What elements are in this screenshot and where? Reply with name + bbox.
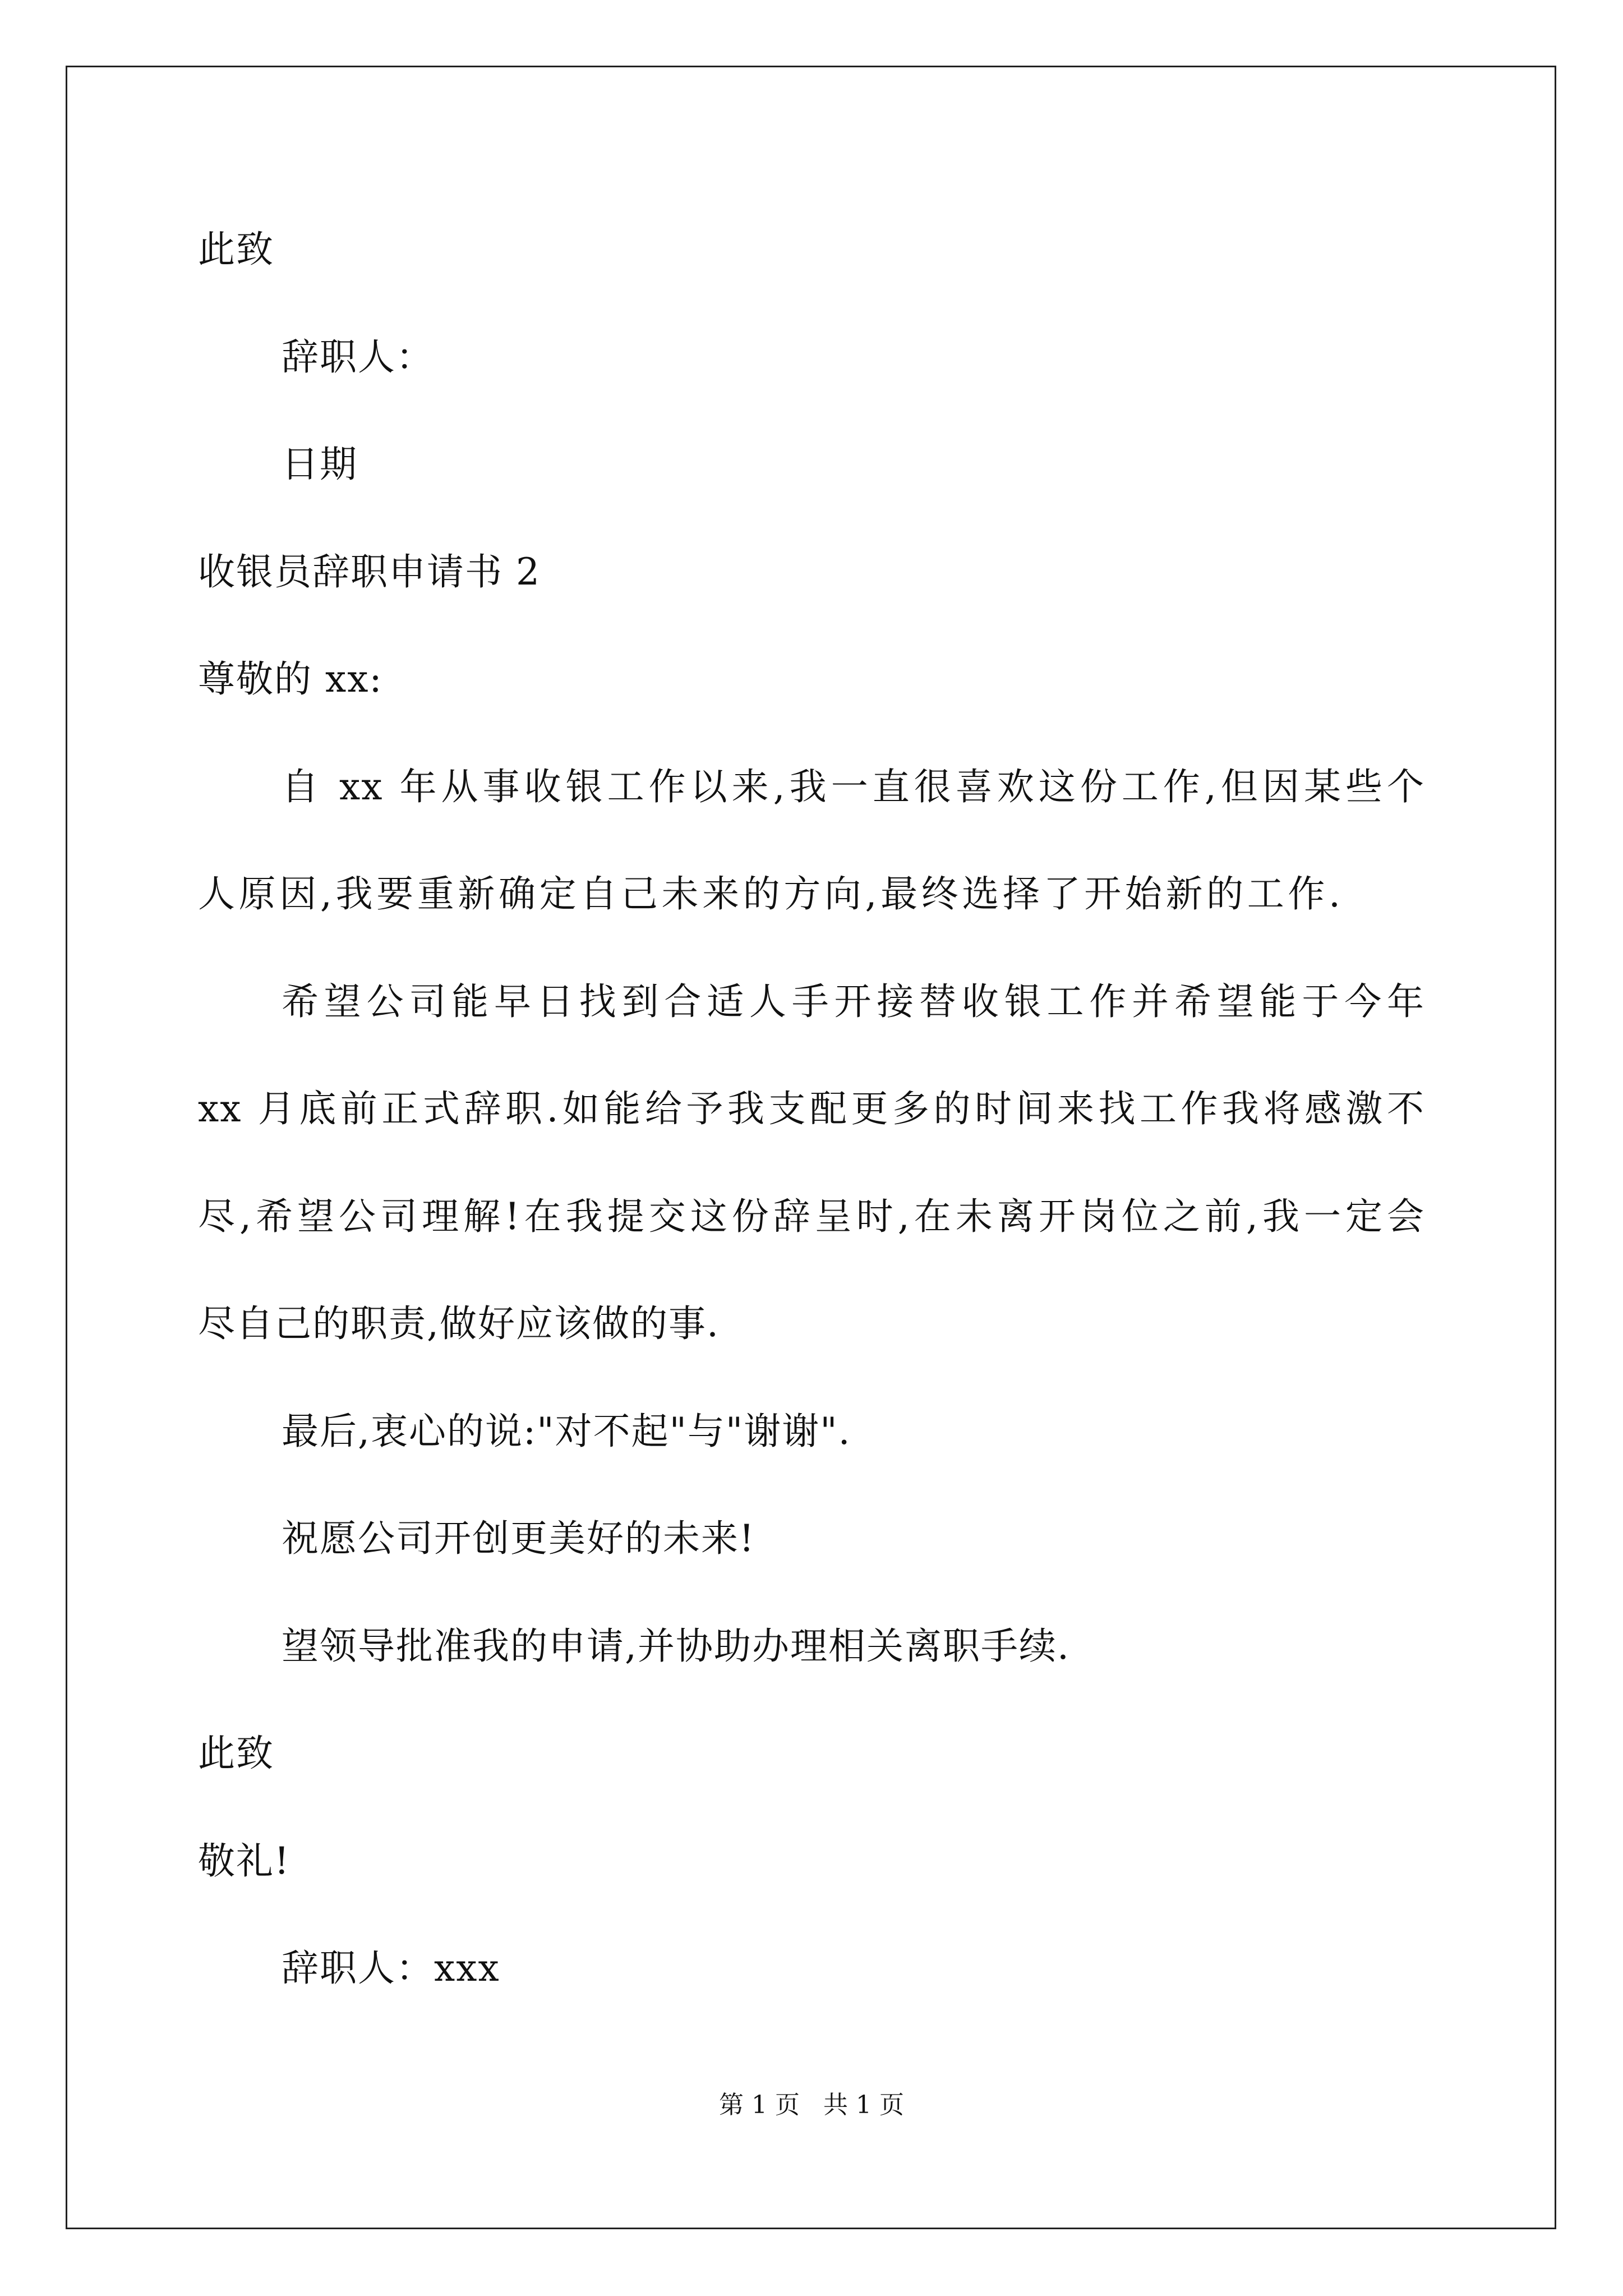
paragraph-request: 望领导批准我的申请,并协助办理相关离职手续. [282, 1625, 1070, 1668]
closing-salutation: 此致 [198, 228, 274, 271]
date-label: 日期 [282, 443, 358, 486]
paragraph-2-line-1: 希望公司能早日找到合适人手开接替收银工作并希望能于今年 [282, 980, 1425, 1023]
section-title: 收银员辞职申请书 2 [198, 550, 541, 593]
resigner-signature: 辞职人：xxx [282, 1947, 500, 1990]
letter-greeting: 尊敬的 xx: [198, 657, 383, 701]
paragraph-1-line-2: 人原因,我要重新确定自己未来的方向,最终选择了开始新的工作. [198, 872, 1341, 915]
page-number-footer: 第 1 页 共 1 页 [719, 2091, 904, 2119]
paragraph-1-line-1: 自 xx 年从事收银工作以来,我一直很喜欢这份工作,但因某些个 [282, 765, 1425, 808]
page-border [66, 66, 1556, 2229]
resigner-label: 辞职人： [282, 335, 434, 379]
closing-regards: 敬礼! [198, 1839, 291, 1883]
paragraph-wishes: 祝愿公司开创更美好的未来! [282, 1517, 755, 1560]
closing-salutation-2: 此致 [198, 1732, 274, 1775]
paragraph-2-line-4: 尽自己的职责,做好应该做的事. [198, 1302, 720, 1345]
paragraph-thanks: 最后,衷心的说:"对不起"与"谢谢". [282, 1410, 851, 1453]
paragraph-2-line-3: 尽,希望公司理解!在我提交这份辞呈时,在未离开岗位之前,我一定会 [198, 1195, 1425, 1238]
paragraph-2-line-2: xx 月底前正式辞职.如能给予我支配更多的时间来找工作我将感激不 [198, 1087, 1425, 1130]
